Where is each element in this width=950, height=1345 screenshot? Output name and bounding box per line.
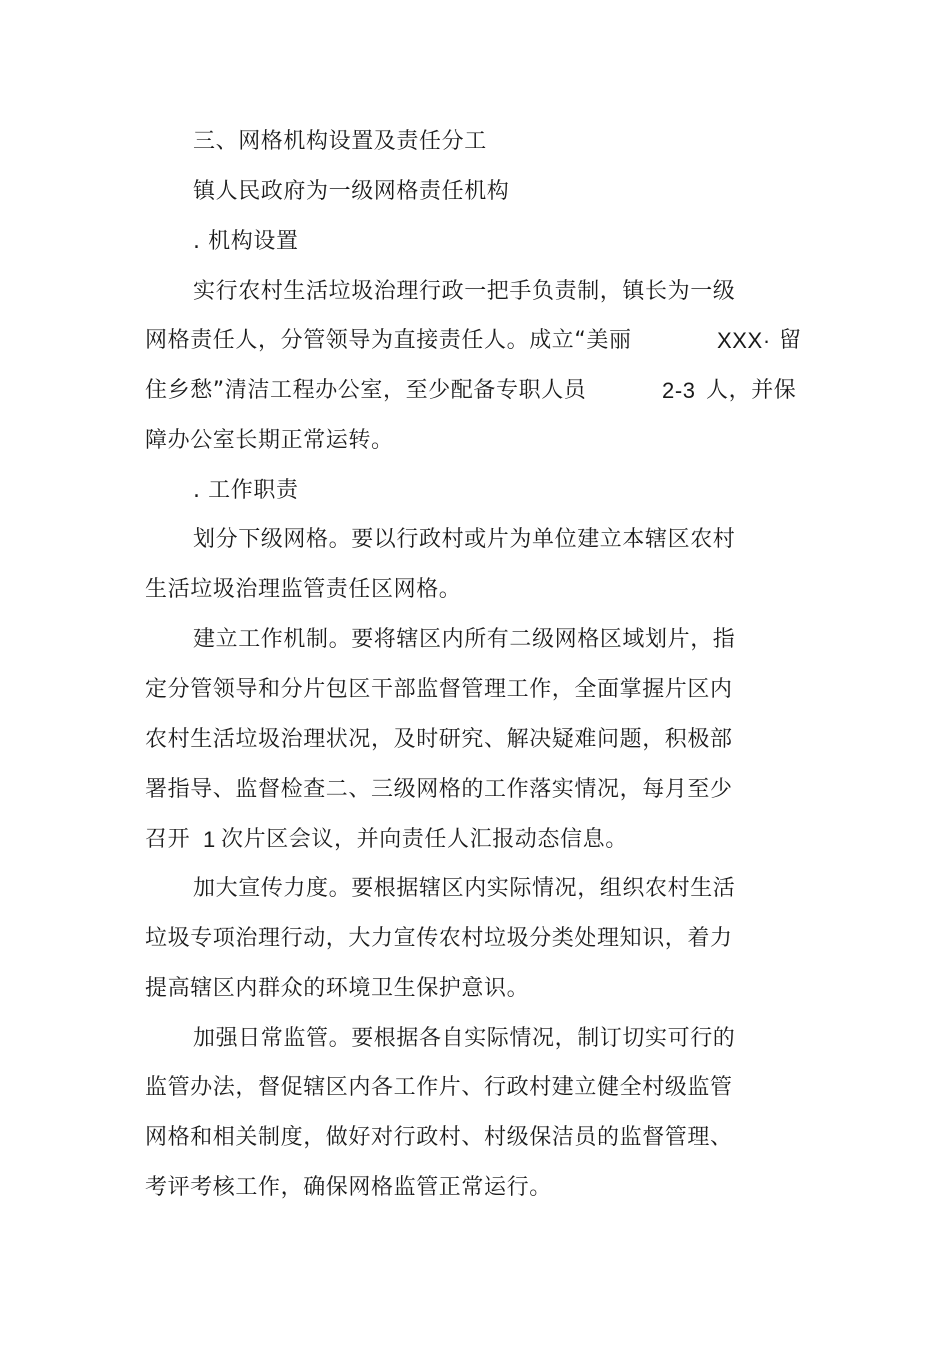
paragraph-line [145,326,845,356]
paragraph-line: 加大宣传力度。要根据辖区内实际情况，组织农村生活 [193,876,736,901]
paragraph-line: 署指导、监督检查二、三级网格的工作落实情况，每月至少 [145,777,733,802]
paragraph-line: 定分管领导和分片包区干部监督管理工作，全面掌握片区内 [145,677,733,702]
paragraph-line: 垃圾专项治理行动，大力宣传农村垃圾分类处理知识，着力 [145,926,733,951]
text-segment: 1 [203,827,216,852]
paragraph-line [145,825,845,855]
paragraph-line: 考评考核工作，确保网格监管正常运行。 [145,1175,552,1200]
section-heading: 三、网格机构设置及责任分工 [193,129,487,154]
text-segment: 留 [779,328,802,353]
text-segment: 网格责任人，分管领导为直接责任人。成立“美丽 [145,328,632,353]
paragraph-line: 建立工作机制。要将辖区内所有二级网格区域划片，指 [193,627,736,652]
paragraph-line: 实行农村生活垃圾治理行政一把手负责制，镇长为一级 [193,279,736,304]
text-segment: 2-3 [662,378,696,403]
paragraph-line: 生活垃圾治理监管责任区网格。 [145,577,462,602]
subheading: 镇人民政府为一级网格责任机构 [193,179,510,204]
text-segment: 召开 [145,827,191,852]
paragraph-line: 划分下级网格。要以行政村或片为单位建立本辖区农村 [193,527,736,552]
paragraph-line: 监管办法，督促辖区内各工作片、行政村建立健全村级监管 [145,1075,733,1100]
paragraph-line: 提高辖区内群众的环境卫生保护意识。 [145,976,530,1001]
text-segment: 人，并保 [706,378,797,403]
paragraph-line [145,376,845,406]
paragraph-line: 农村生活垃圾治理状况，及时研究、解决疑难问题，积极部 [145,727,733,752]
paragraph-line: 障办公室长期正常运转。 [145,428,394,453]
text-segment: 住乡愁”清洁工程办公室，至少配备专职人员 [145,378,587,403]
text-segment: XXX· [717,328,771,353]
section2-title: . 工作职责 [193,478,299,503]
text-segment: 次片区会议，并向责任人汇报动态信息。 [221,827,628,852]
section1-title: . 机构设置 [193,229,299,254]
paragraph-line: 加强日常监管。要根据各自实际情况，制订切实可行的 [193,1026,736,1051]
paragraph-line: 网格和相关制度，做好对行政村、村级保洁员的监督管理、 [145,1125,733,1150]
